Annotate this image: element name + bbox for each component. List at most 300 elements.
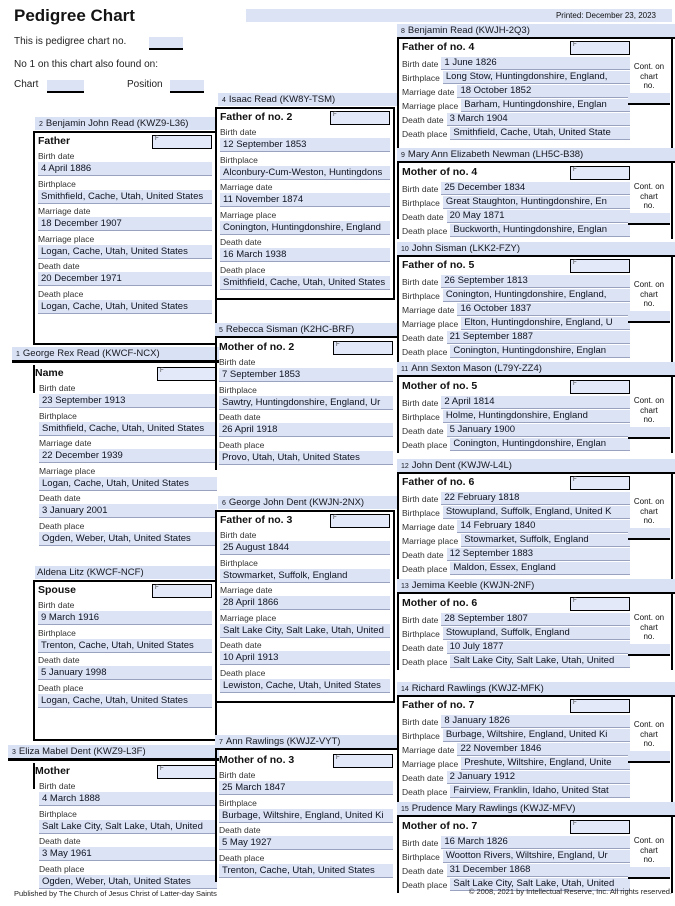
birthplace-field[interactable]: Smithfield, Cache, Utah, United States <box>39 422 217 436</box>
cont-on-chart <box>628 720 670 763</box>
cont-label: Cont. on <box>633 182 665 191</box>
cont-on-chart <box>628 280 670 323</box>
field-label: Death place <box>39 520 85 531</box>
death-place-field[interactable]: Trenton, Cache, Utah, United States <box>219 864 393 878</box>
field-label: Birthplace <box>402 412 440 422</box>
birthplace-field[interactable]: Sawtry, Huntingdonshire, England, Ur <box>219 396 393 410</box>
f-checkbox[interactable]: F <box>570 699 630 713</box>
birth-date-field[interactable]: 9 March 1916 <box>38 611 212 625</box>
cont-chart-no-input[interactable] <box>628 213 670 225</box>
death-date-field[interactable]: 26 April 1918 <box>219 423 393 437</box>
section-role-label: Mother of no. 7 <box>402 820 478 832</box>
field-label: Death date <box>220 640 262 650</box>
f-checkbox[interactable]: F <box>152 584 212 598</box>
person-banner <box>397 362 675 377</box>
marriage-date-field[interactable]: 22 November 1846 <box>457 743 630 756</box>
person-banner <box>12 347 219 363</box>
birth-date-field[interactable]: 4 March 1888 <box>39 792 217 806</box>
footer-publisher: Published by The Church of Jesus Christ of Latter-day Saints <box>14 889 217 898</box>
birthplace-field[interactable]: Burbage, Wiltshire, England, United Ki <box>219 809 393 823</box>
person-number: 5 <box>219 327 223 334</box>
section-role-label: Spouse <box>38 584 76 596</box>
cont-on-chart <box>628 836 670 879</box>
person-name: Jemima Keeble (KWJN-2NF) <box>411 580 535 591</box>
person-banner <box>218 93 397 106</box>
field-label: Death date <box>402 773 444 783</box>
field-label: Birthplace <box>39 410 77 421</box>
person-name: Prudence Mary Rawlings (KWJZ-MFV) <box>411 803 576 814</box>
cont-label: chart <box>640 729 658 739</box>
section-role-label: Name <box>35 367 64 379</box>
death-date-field[interactable]: 3 January 2001 <box>39 504 217 518</box>
death-place-field[interactable]: Smithfield, Cache, Utah, United States <box>220 276 390 290</box>
section-role-label: Father of no. 3 <box>220 514 293 526</box>
person-number: 12 <box>401 463 409 470</box>
person-number: 9 <box>401 152 405 159</box>
mother-section <box>219 341 393 467</box>
birthplace-field[interactable]: Stowupland, Suffolk, England, United K <box>443 506 630 519</box>
page-title: Pedigree Chart <box>14 6 135 25</box>
cont-on-chart <box>628 497 670 540</box>
cont-chart-no-input[interactable] <box>628 644 670 656</box>
cont-on-chart <box>628 396 670 439</box>
field-label: Birth date <box>402 277 439 287</box>
f-checkbox[interactable]: F <box>570 41 630 55</box>
f-checkbox[interactable]: F <box>570 380 630 394</box>
person-banner <box>215 323 397 338</box>
field-label: Death place <box>220 264 266 275</box>
person-number: 7 <box>219 739 223 746</box>
cont-label: chart <box>640 845 658 855</box>
birth-date-field[interactable]: 2 April 1814 <box>441 396 630 409</box>
death-place-field[interactable]: Logan, Cache, Utah, United States <box>38 694 212 708</box>
field-label: Birth date <box>402 494 439 504</box>
cont-on-chart <box>628 613 670 656</box>
chart-input[interactable] <box>47 80 84 93</box>
death-date-field[interactable]: 20 May 1871 <box>447 210 630 223</box>
person-name: Eliza Mabel Dent (KWZ9-L3F) <box>18 746 146 757</box>
found-on-label: No 1 on this chart also found on: <box>14 59 158 70</box>
person-number: 14 <box>401 686 409 693</box>
person-name: Ann Sexton Mason (L79Y-ZZ4) <box>411 363 542 374</box>
field-label: Death place <box>402 129 448 139</box>
person-banner <box>215 735 397 750</box>
birthplace-field[interactable]: Great Staughton, Huntingdonshire, En <box>443 196 630 209</box>
field-label: Birth date <box>402 184 439 194</box>
field-label: Marriage date <box>39 438 92 448</box>
connector-line <box>671 257 673 453</box>
father-section <box>402 476 630 575</box>
cont-label: no. <box>643 201 655 210</box>
field-label: Marriage date <box>38 206 91 216</box>
marriage-date-field[interactable]: 11 November 1874 <box>220 193 390 207</box>
death-place-field[interactable]: Conington, Huntingdonshire, Englan <box>450 345 630 358</box>
person-number: 6 <box>222 500 226 507</box>
section-role-label: Mother <box>35 765 70 777</box>
field-label: Birth date <box>402 717 439 727</box>
marriage-date-field[interactable]: 16 October 1837 <box>457 303 630 316</box>
marriage-place-field[interactable]: Stowmarket, Suffolk, England <box>461 534 630 547</box>
f-checkbox[interactable]: F <box>330 514 390 528</box>
birthplace-field[interactable]: Trenton, Cache, Utah, United States <box>38 639 212 653</box>
cont-chart-no-input[interactable] <box>628 867 670 879</box>
marriage-date-field[interactable]: 18 December 1907 <box>38 217 212 231</box>
death-place-field[interactable]: Maldon, Essex, England <box>450 562 630 575</box>
field-label: Birthplace <box>219 797 257 808</box>
death-date-field[interactable]: 3 March 1904 <box>447 113 630 126</box>
section-role-label: Father of no. 7 <box>402 699 475 711</box>
person-number: 4 <box>222 97 226 104</box>
field-label: Death date <box>219 412 261 422</box>
person-number: 15 <box>401 806 409 813</box>
connector-line <box>671 474 673 670</box>
cont-chart-no-input[interactable] <box>628 427 670 439</box>
mother-section <box>402 820 630 891</box>
section-role-label: Mother of no. 6 <box>402 597 478 609</box>
father-section <box>402 259 630 358</box>
field-label: Birthplace <box>219 384 257 395</box>
cont-label: Cont. on <box>633 613 665 622</box>
connector-line <box>671 39 673 239</box>
field-label: Birth date <box>402 838 439 848</box>
marriage-place-field[interactable]: Preshute, Wiltshire, England, Unite <box>461 757 630 770</box>
field-label: Birth date <box>220 127 257 137</box>
field-label: Birthplace <box>402 291 440 301</box>
field-label: Marriage date <box>402 522 455 532</box>
field-label: Marriage place <box>220 612 277 623</box>
field-label: Death place <box>219 439 265 450</box>
cont-label: no. <box>643 739 655 748</box>
person-name: Ann Rawlings (KWJZ-VYT) <box>225 736 341 747</box>
birth-date-field[interactable]: 25 March 1847 <box>219 781 393 795</box>
cont-label: no. <box>643 632 655 641</box>
chart-label: Chart <box>14 79 39 90</box>
marriage-place-field[interactable]: Logan, Cache, Utah, United States <box>38 245 212 259</box>
field-label: Marriage place <box>402 759 459 769</box>
printed-date: Printed: December 23, 2023 <box>246 9 672 22</box>
connector-line <box>397 257 399 453</box>
death-place-field[interactable]: Smithfield, Cache, Utah, United State <box>450 127 630 140</box>
field-label: Death place <box>402 787 448 797</box>
section-role-label: Father <box>38 135 71 147</box>
person-banner <box>397 682 675 697</box>
field-label: Marriage date <box>402 305 455 315</box>
cont-label: chart <box>640 405 658 415</box>
position-label: Position <box>127 79 163 90</box>
cont-label: chart <box>640 622 658 632</box>
person-name: George Rex Read (KWCF-NCX) <box>22 348 160 359</box>
marriage-date-field[interactable]: 14 February 1840 <box>457 520 630 533</box>
cont-label: no. <box>643 516 655 525</box>
birth-date-field[interactable]: 25 August 1844 <box>220 541 390 555</box>
marriage-place-field[interactable]: Elton, Huntingdonshire, England, U <box>461 317 630 330</box>
section-role-label: Mother of no. 5 <box>402 380 478 392</box>
field-label: Death place <box>38 682 84 693</box>
birth-date-field[interactable]: 26 September 1813 <box>441 275 630 288</box>
birth-date-field[interactable]: 7 September 1853 <box>219 368 393 382</box>
cont-on-chart <box>628 62 670 105</box>
mother-section <box>219 754 393 880</box>
cont-chart-no-input[interactable] <box>628 528 670 540</box>
death-date-field[interactable]: 5 January 1900 <box>447 424 630 437</box>
death-date-field[interactable]: 20 December 1971 <box>38 272 212 286</box>
death-place-field[interactable]: Salt Lake City, Salt Lake, Utah, United <box>450 878 630 891</box>
f-checkbox[interactable]: F <box>157 367 217 381</box>
field-label: Birthplace <box>402 731 440 741</box>
mother-section <box>402 166 630 237</box>
birth-date-field[interactable]: 22 February 1818 <box>441 492 630 505</box>
cont-chart-no-input[interactable] <box>628 751 670 763</box>
person-number: 10 <box>401 246 409 253</box>
death-place-field[interactable]: Lewiston, Cache, Utah, United States <box>220 679 390 693</box>
person-number: 3 <box>12 749 16 756</box>
section-role-label: Father of no. 6 <box>402 476 475 488</box>
birthplace-field[interactable]: Stowmarket, Suffolk, England <box>220 569 390 583</box>
birthplace-field[interactable]: Stowupland, Suffolk, England <box>443 627 630 640</box>
f-checkbox[interactable]: F <box>333 754 393 768</box>
field-label: Death date <box>402 866 444 876</box>
person-banner <box>35 566 217 579</box>
person-number: 8 <box>401 28 405 35</box>
field-label: Marriage date <box>402 745 455 755</box>
person-name: Isaac Read (KW8Y-TSM) <box>228 94 336 105</box>
death-date-field[interactable]: 31 December 1868 <box>447 864 630 877</box>
f-checkbox[interactable]: F <box>570 597 630 611</box>
cont-label: no. <box>643 855 655 864</box>
field-label: Death date <box>402 115 444 125</box>
field-label: Birth date <box>219 357 256 367</box>
mother-section <box>402 380 630 451</box>
birth-date-field[interactable]: 12 September 1853 <box>220 138 390 152</box>
death-date-field[interactable]: 5 January 1998 <box>38 666 212 680</box>
birthplace-field[interactable]: Burbage, Wiltshire, England, United Ki <box>443 729 630 742</box>
death-place-field[interactable]: Fairview, Franklin, Idaho, United Stat <box>450 785 630 798</box>
death-date-field[interactable]: 3 May 1961 <box>39 847 217 861</box>
chart-no-label: This is pedigree chart no. <box>14 36 127 47</box>
cont-label: no. <box>643 81 655 90</box>
field-label: Birth date <box>402 398 439 408</box>
field-label: Death place <box>402 440 448 450</box>
cont-label: no. <box>643 299 655 308</box>
field-label: Birthplace <box>220 154 258 165</box>
birth-date-field[interactable]: 1 June 1826 <box>441 57 630 70</box>
field-label: Birth date <box>219 770 256 780</box>
cont-label: chart <box>640 506 658 516</box>
death-date-field[interactable]: 12 September 1883 <box>447 548 630 561</box>
birth-date-field[interactable]: 8 January 1826 <box>441 715 630 728</box>
field-label: Death date <box>219 825 261 835</box>
mother-section <box>402 597 630 668</box>
field-label: Marriage place <box>402 536 459 546</box>
field-label: Birth date <box>39 781 76 791</box>
field-label: Death date <box>402 550 444 560</box>
marriage-date-field[interactable]: 28 April 1866 <box>220 596 390 610</box>
field-label: Death place <box>402 657 448 667</box>
person-banner <box>35 117 217 130</box>
person-name: Mary Ann Elizabeth Newman (LH5C-B38) <box>407 149 584 160</box>
field-label: Marriage place <box>402 319 459 329</box>
field-label: Death place <box>38 288 84 299</box>
field-label: Death place <box>39 863 85 874</box>
cont-chart-no-input[interactable] <box>628 311 670 323</box>
birthplace-field[interactable]: Long Stow, Huntingdonshire, England, <box>443 71 630 84</box>
field-label: Marriage date <box>220 182 273 192</box>
birthplace-field[interactable]: Wootton Rivers, Wiltshire, England, Ur <box>443 850 630 863</box>
section-role-label: Mother of no. 4 <box>402 166 478 178</box>
field-label: Birth date <box>402 59 439 69</box>
cont-label: chart <box>640 289 658 299</box>
cont-on-chart <box>628 182 670 225</box>
person-name: Benjamin Read (KWJH-2Q3) <box>407 25 530 36</box>
cont-label: Cont. on <box>633 280 665 289</box>
f-checkbox[interactable]: F <box>570 259 630 273</box>
birth-date-field[interactable]: 23 September 1913 <box>39 394 217 408</box>
cont-label: Cont. on <box>633 720 665 729</box>
section-role-label: Mother of no. 3 <box>219 754 295 766</box>
birthplace-field[interactable]: Conington, Huntingdonshire, England, <box>443 289 630 302</box>
cont-label: Cont. on <box>633 396 665 405</box>
field-label: Birthplace <box>39 808 77 819</box>
person-name: Rebecca Sisman (K2HC-BRF) <box>225 324 355 335</box>
section-role-label: Father of no. 5 <box>402 259 475 271</box>
field-label: Birthplace <box>402 629 440 639</box>
field-label: Death place <box>402 880 448 890</box>
field-label: Birthplace <box>402 198 440 208</box>
person-name: John Dent (KWJW-L4L) <box>411 460 512 471</box>
person-banner <box>397 459 675 474</box>
cont-label: Cont. on <box>633 62 665 71</box>
footer-copyright: © 2008, 2021 by Intellectual Reserve, Inc. All rights reserved. <box>468 887 672 896</box>
section-role-label: Mother of no. 2 <box>219 341 295 353</box>
death-date-field[interactable]: 10 July 1877 <box>447 641 630 654</box>
birth-date-field[interactable]: 28 September 1807 <box>441 613 630 626</box>
field-label: Marriage place <box>220 209 277 220</box>
cont-chart-no-input[interactable] <box>628 93 670 105</box>
death-date-field[interactable]: 2 January 1912 <box>447 771 630 784</box>
field-label: Birthplace <box>402 852 440 862</box>
marriage-date-field[interactable]: 22 December 1939 <box>39 449 217 463</box>
f-checkbox[interactable]: F <box>570 820 630 834</box>
field-label: Marriage place <box>38 233 95 244</box>
death-date-field[interactable]: 21 September 1887 <box>447 331 630 344</box>
field-label: Birth date <box>38 151 75 161</box>
cont-label: Cont. on <box>633 836 665 845</box>
section-role-label: Father of no. 4 <box>402 41 475 53</box>
death-place-field[interactable]: Ogden, Weber, Utah, United States <box>39 532 217 546</box>
death-place-field[interactable]: Salt Lake City, Salt Lake, Utah, United <box>450 655 630 668</box>
father-box <box>215 107 395 300</box>
birthplace-field[interactable]: Smithfield, Cache, Utah, United States <box>38 190 212 204</box>
birth-date-field[interactable]: 4 April 1886 <box>38 162 212 176</box>
marriage-place-field[interactable]: Conington, Huntingdonshire, England <box>220 221 390 235</box>
person-name: Benjamin John Read (KWZ9-L36) <box>45 118 189 129</box>
f-checkbox[interactable]: F <box>152 135 212 149</box>
cont-label: chart <box>640 191 658 201</box>
connector-line <box>671 697 673 893</box>
field-label: Death place <box>402 226 448 236</box>
f-checkbox[interactable]: F <box>333 341 393 355</box>
field-label: Birth date <box>220 530 257 540</box>
person-banner <box>218 496 397 509</box>
field-label: Death date <box>39 493 81 503</box>
connector-line <box>397 697 399 893</box>
connector-line <box>397 39 399 239</box>
death-place-field[interactable]: Buckworth, Huntingdonshire, Englan <box>450 224 630 237</box>
birthplace-field[interactable]: Salt Lake City, Salt Lake, Utah, United <box>39 820 217 834</box>
person-name: George John Dent (KWJN-2NX) <box>228 497 365 508</box>
field-label: Death date <box>402 426 444 436</box>
person-name: John Sisman (LKK2-FZY) <box>411 243 521 254</box>
birth-date-field[interactable]: 25 December 1834 <box>441 182 630 195</box>
field-label: Birth date <box>39 383 76 393</box>
field-label: Death date <box>220 237 262 247</box>
person-name: Richard Rawlings (KWJZ-MFK) <box>411 683 544 694</box>
father-section <box>402 699 630 798</box>
cont-label: chart <box>640 71 658 81</box>
field-label: Death date <box>39 836 81 846</box>
field-label: Birthplace <box>402 508 440 518</box>
field-label: Marriage date <box>402 87 455 97</box>
position-input[interactable] <box>170 80 204 93</box>
death-place-field[interactable]: Logan, Cache, Utah, United States <box>38 300 212 314</box>
birthplace-field[interactable]: Alconbury-Cum-Weston, Huntingdons <box>220 166 390 180</box>
chart-no-input[interactable] <box>149 37 183 50</box>
person-number: 11 <box>401 366 409 373</box>
person-banner <box>8 745 219 761</box>
f-checkbox[interactable]: F <box>157 765 217 779</box>
death-place-field[interactable]: Provo, Utah, Utah, United States <box>219 451 393 465</box>
death-place-field[interactable]: Ogden, Weber, Utah, United States <box>39 875 217 889</box>
field-label: Death date <box>402 333 444 343</box>
field-label: Death date <box>38 261 80 271</box>
field-label: Birthplace <box>402 73 440 83</box>
marriage-place-field[interactable]: Logan, Cache, Utah, United States <box>39 477 217 491</box>
mother-section <box>35 765 217 891</box>
death-date-field[interactable]: 10 April 1913 <box>220 651 390 665</box>
marriage-place-field[interactable]: Barham, Huntingdonshire, Englan <box>461 99 630 112</box>
field-label: Birth date <box>38 600 75 610</box>
marriage-date-field[interactable]: 18 October 1852 <box>457 85 630 98</box>
field-label: Birthplace <box>38 178 76 189</box>
f-checkbox[interactable]: F <box>570 476 630 490</box>
father-box <box>33 131 217 345</box>
field-label: Death place <box>219 852 265 863</box>
field-label: Marriage date <box>220 585 273 595</box>
field-label: Marriage place <box>402 101 459 111</box>
birth-date-field[interactable]: 16 March 1826 <box>441 836 630 849</box>
person-number: 13 <box>401 583 409 590</box>
death-place-field[interactable]: Conington, Huntingdonshire, Englan <box>450 438 630 451</box>
person-number: 1 <box>16 351 20 358</box>
person-name: Aldena Litz (KWCF-NCF) <box>37 567 144 578</box>
field-label: Death place <box>402 347 448 357</box>
birthplace-field[interactable]: Holme, Huntingdonshire, England <box>443 410 630 423</box>
marriage-place-field[interactable]: Salt Lake City, Salt Lake, Utah, United <box>220 624 390 638</box>
death-date-field[interactable]: 5 May 1927 <box>219 836 393 850</box>
section-role-label: Father of no. 2 <box>220 111 293 123</box>
field-label: Death date <box>38 655 80 665</box>
field-label: Death place <box>402 564 448 574</box>
field-label: Death place <box>220 667 266 678</box>
spouse-box <box>33 580 217 741</box>
person-banner <box>397 579 675 594</box>
f-checkbox[interactable]: F <box>570 166 630 180</box>
death-date-field[interactable]: 16 March 1938 <box>220 248 390 262</box>
field-label: Death date <box>402 643 444 653</box>
person-banner <box>397 242 675 257</box>
father-box <box>215 510 395 703</box>
f-checkbox[interactable]: F <box>330 111 390 125</box>
